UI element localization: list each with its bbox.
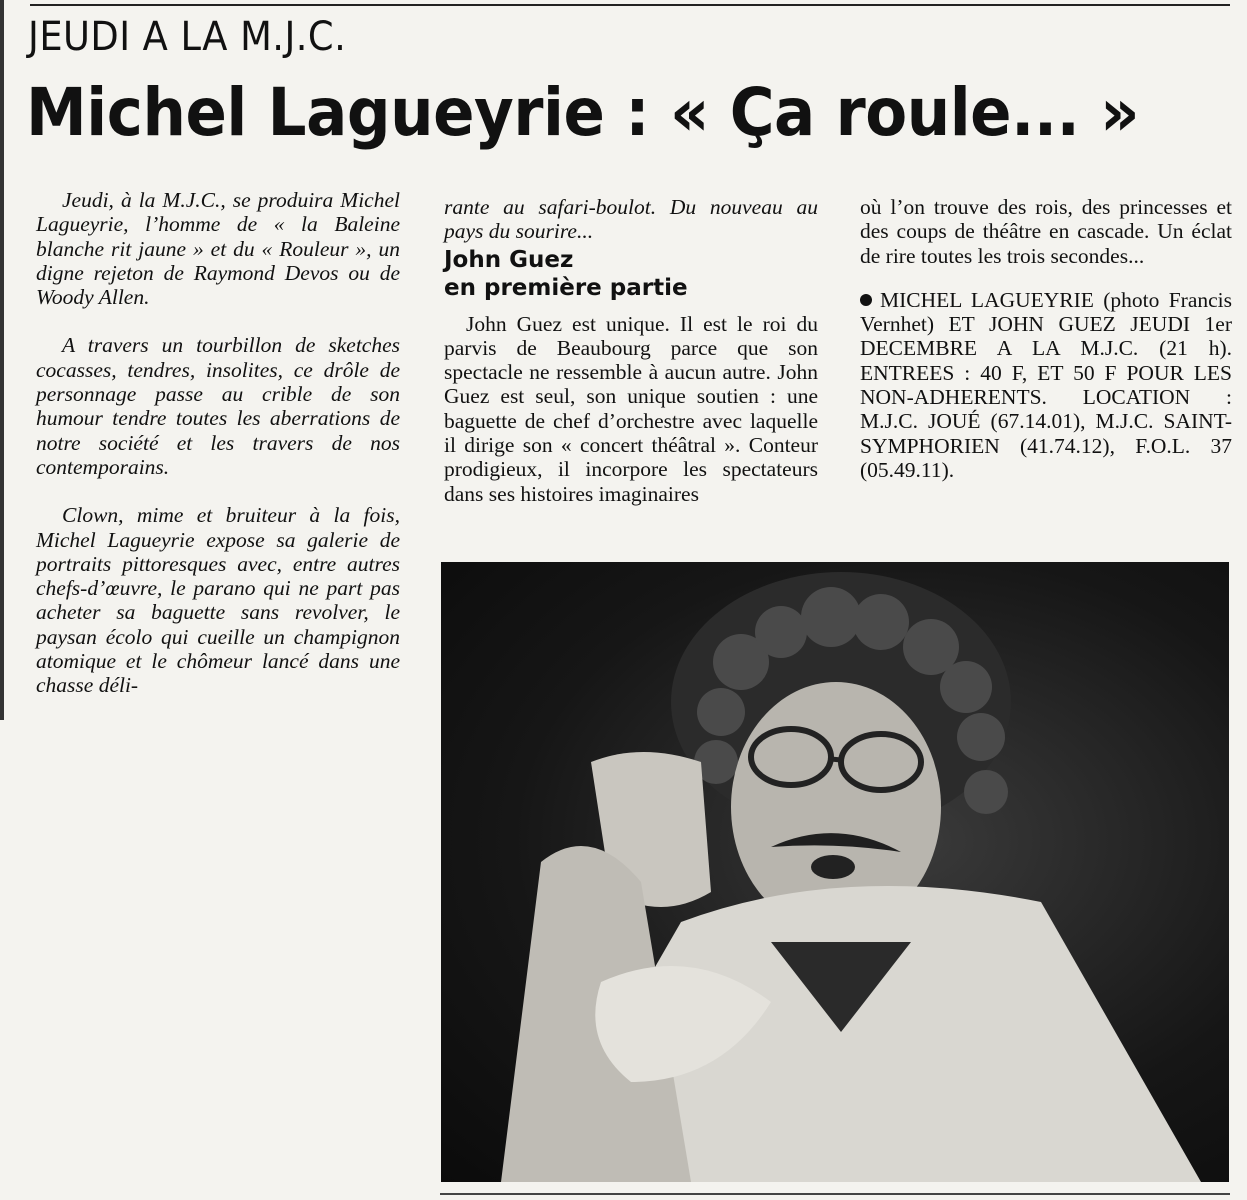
kicker: JEUDI A LA M.J.C. [28,14,347,60]
performer-photo [441,562,1229,1182]
article-column-1 [36,188,400,722]
article-column-3 [860,195,1232,482]
caption-text: MICHEL LAGUEYRIE (photo Francis Vernhet) ET JOHN GUEZ JEUDI 1er DECEMBRE A LA M.J.C. (21 h). ENTREES : 40 F, ET 50 F POUR LES NON-ADHERENTS. LOCATION : M.J.C. JOUÉ (67.14.01), M.J.C. SAINT-SYMPHORIEN (41.74.12), F.O.L. 37 (05.49.11). [860,287,1232,482]
photo-caption [860,288,1232,482]
performer-photo-illustration [441,562,1229,1182]
subheading-line-1: John Guez [444,246,574,273]
paragraph-continuation-2: où l’on trouve des rois, des princesses et des coups de théâtre en cascade. Un éclat de rire toutes les trois secondes... [860,195,1232,268]
subheading [444,246,818,302]
headline: Michel Lagueyrie : « Ça roule... » [26,74,1140,151]
paragraph-continuation: rante au safari-boulot. Du nouveau au pays du sourire... [444,195,818,244]
top-rule [30,4,1230,6]
bullet-icon [860,294,872,306]
left-rule [0,0,4,720]
paragraph-3: Clown, mime et bruiteur à la fois, Michel Lagueyrie expose sa galerie de portraits pittoresques avec, entre autres chefs-d’œuvre, le parano qui ne part pas acheter sa baguette sans revolver, le paysan écolo qui cueille un champignon atomique et le chômeur lancé dans une chasse déli- [36,503,400,698]
paragraph-john-guez: John Guez est unique. Il est le roi du parvis de Beaubourg parce que son spectacle ne ressemble à aucun autre. John Guez est seul, son unique soutien : une baguette de chef d’orchestre avec laquelle il dirige son « concert théâtral ». Conteur prodigieux, il incorpore les spectateurs dans ses histoires imaginaires [444,311,818,506]
bottom-rule [440,1193,1230,1195]
paragraph-2: A travers un tourbillon de sketches cocasses, tendres, insolites, ce drôle de personnage passe au crible de son humour tendre toutes les aberrations de notre société et les travers de nos contemporains. [36,333,400,479]
article-column-2 [444,195,818,506]
subheading-line-2: en première partie [444,274,688,301]
paragraph-1: Jeudi, à la M.J.C., se produira Michel Lagueyrie, l’homme de « la Baleine blanche rit jaune » et du « Rouleur », un digne rejeton de Raymond Devos ou de Woody Allen. [36,188,400,310]
